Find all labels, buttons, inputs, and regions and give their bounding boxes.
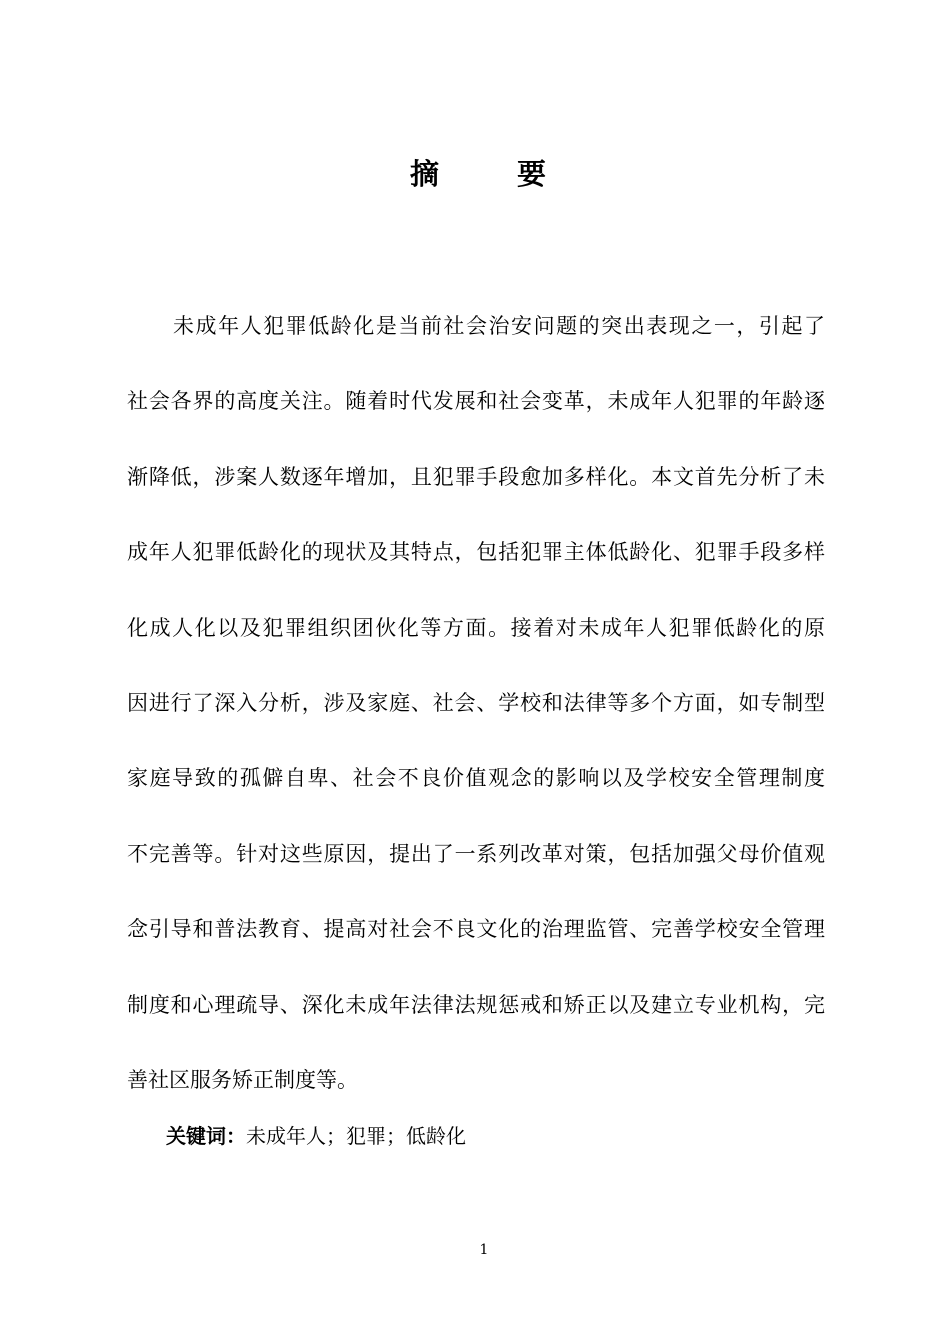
abstract-line: 渐降低，涉案人数逐年增加，且犯罪手段愈加多样化。本文首先分析了未	[127, 464, 825, 489]
abstract-line: 未成年人犯罪低龄化是当前社会治安问题的突出表现之一，引起了	[173, 314, 825, 338]
abstract-heading: 摘 要	[409, 157, 581, 191]
abstract-line: 成年人犯罪低龄化的现状及其特点，包括犯罪主体低龄化、犯罪手段多样	[127, 540, 825, 565]
abstract-line: 因进行了深入分析，涉及家庭、社会、学校和法律等多个方面，如专制型	[127, 690, 825, 715]
keywords-label: 关键词：	[166, 1124, 246, 1148]
abstract-body	[127, 304, 825, 1133]
abstract-line: 化成人化以及犯罪组织团伙化等方面。接着对未成年人犯罪低龄化的原	[127, 615, 825, 640]
keywords-value: 未成年人；犯罪；低龄化	[246, 1124, 466, 1148]
keywords	[166, 1114, 466, 1158]
abstract-line: 不完善等。针对这些原因，提出了一系列改革对策，包括加强父母价值观	[127, 841, 825, 866]
abstract-line: 家庭导致的孤僻自卑、社会不良价值观念的影响以及学校安全管理制度	[127, 766, 825, 791]
abstract-line: 念引导和普法教育、提高对社会不良文化的治理监管、完善学校安全管理	[127, 917, 825, 942]
abstract-line: 制度和心理疏导、深化未成年法律法规惩戒和矫正以及建立专业机构，完	[127, 992, 825, 1017]
abstract-line: 善社区服务矫正制度等。	[127, 1067, 358, 1092]
page-number: 1	[479, 1242, 489, 1258]
abstract-line: 社会各界的高度关注。随着时代发展和社会变革，未成年人犯罪的年龄逐	[127, 389, 825, 414]
